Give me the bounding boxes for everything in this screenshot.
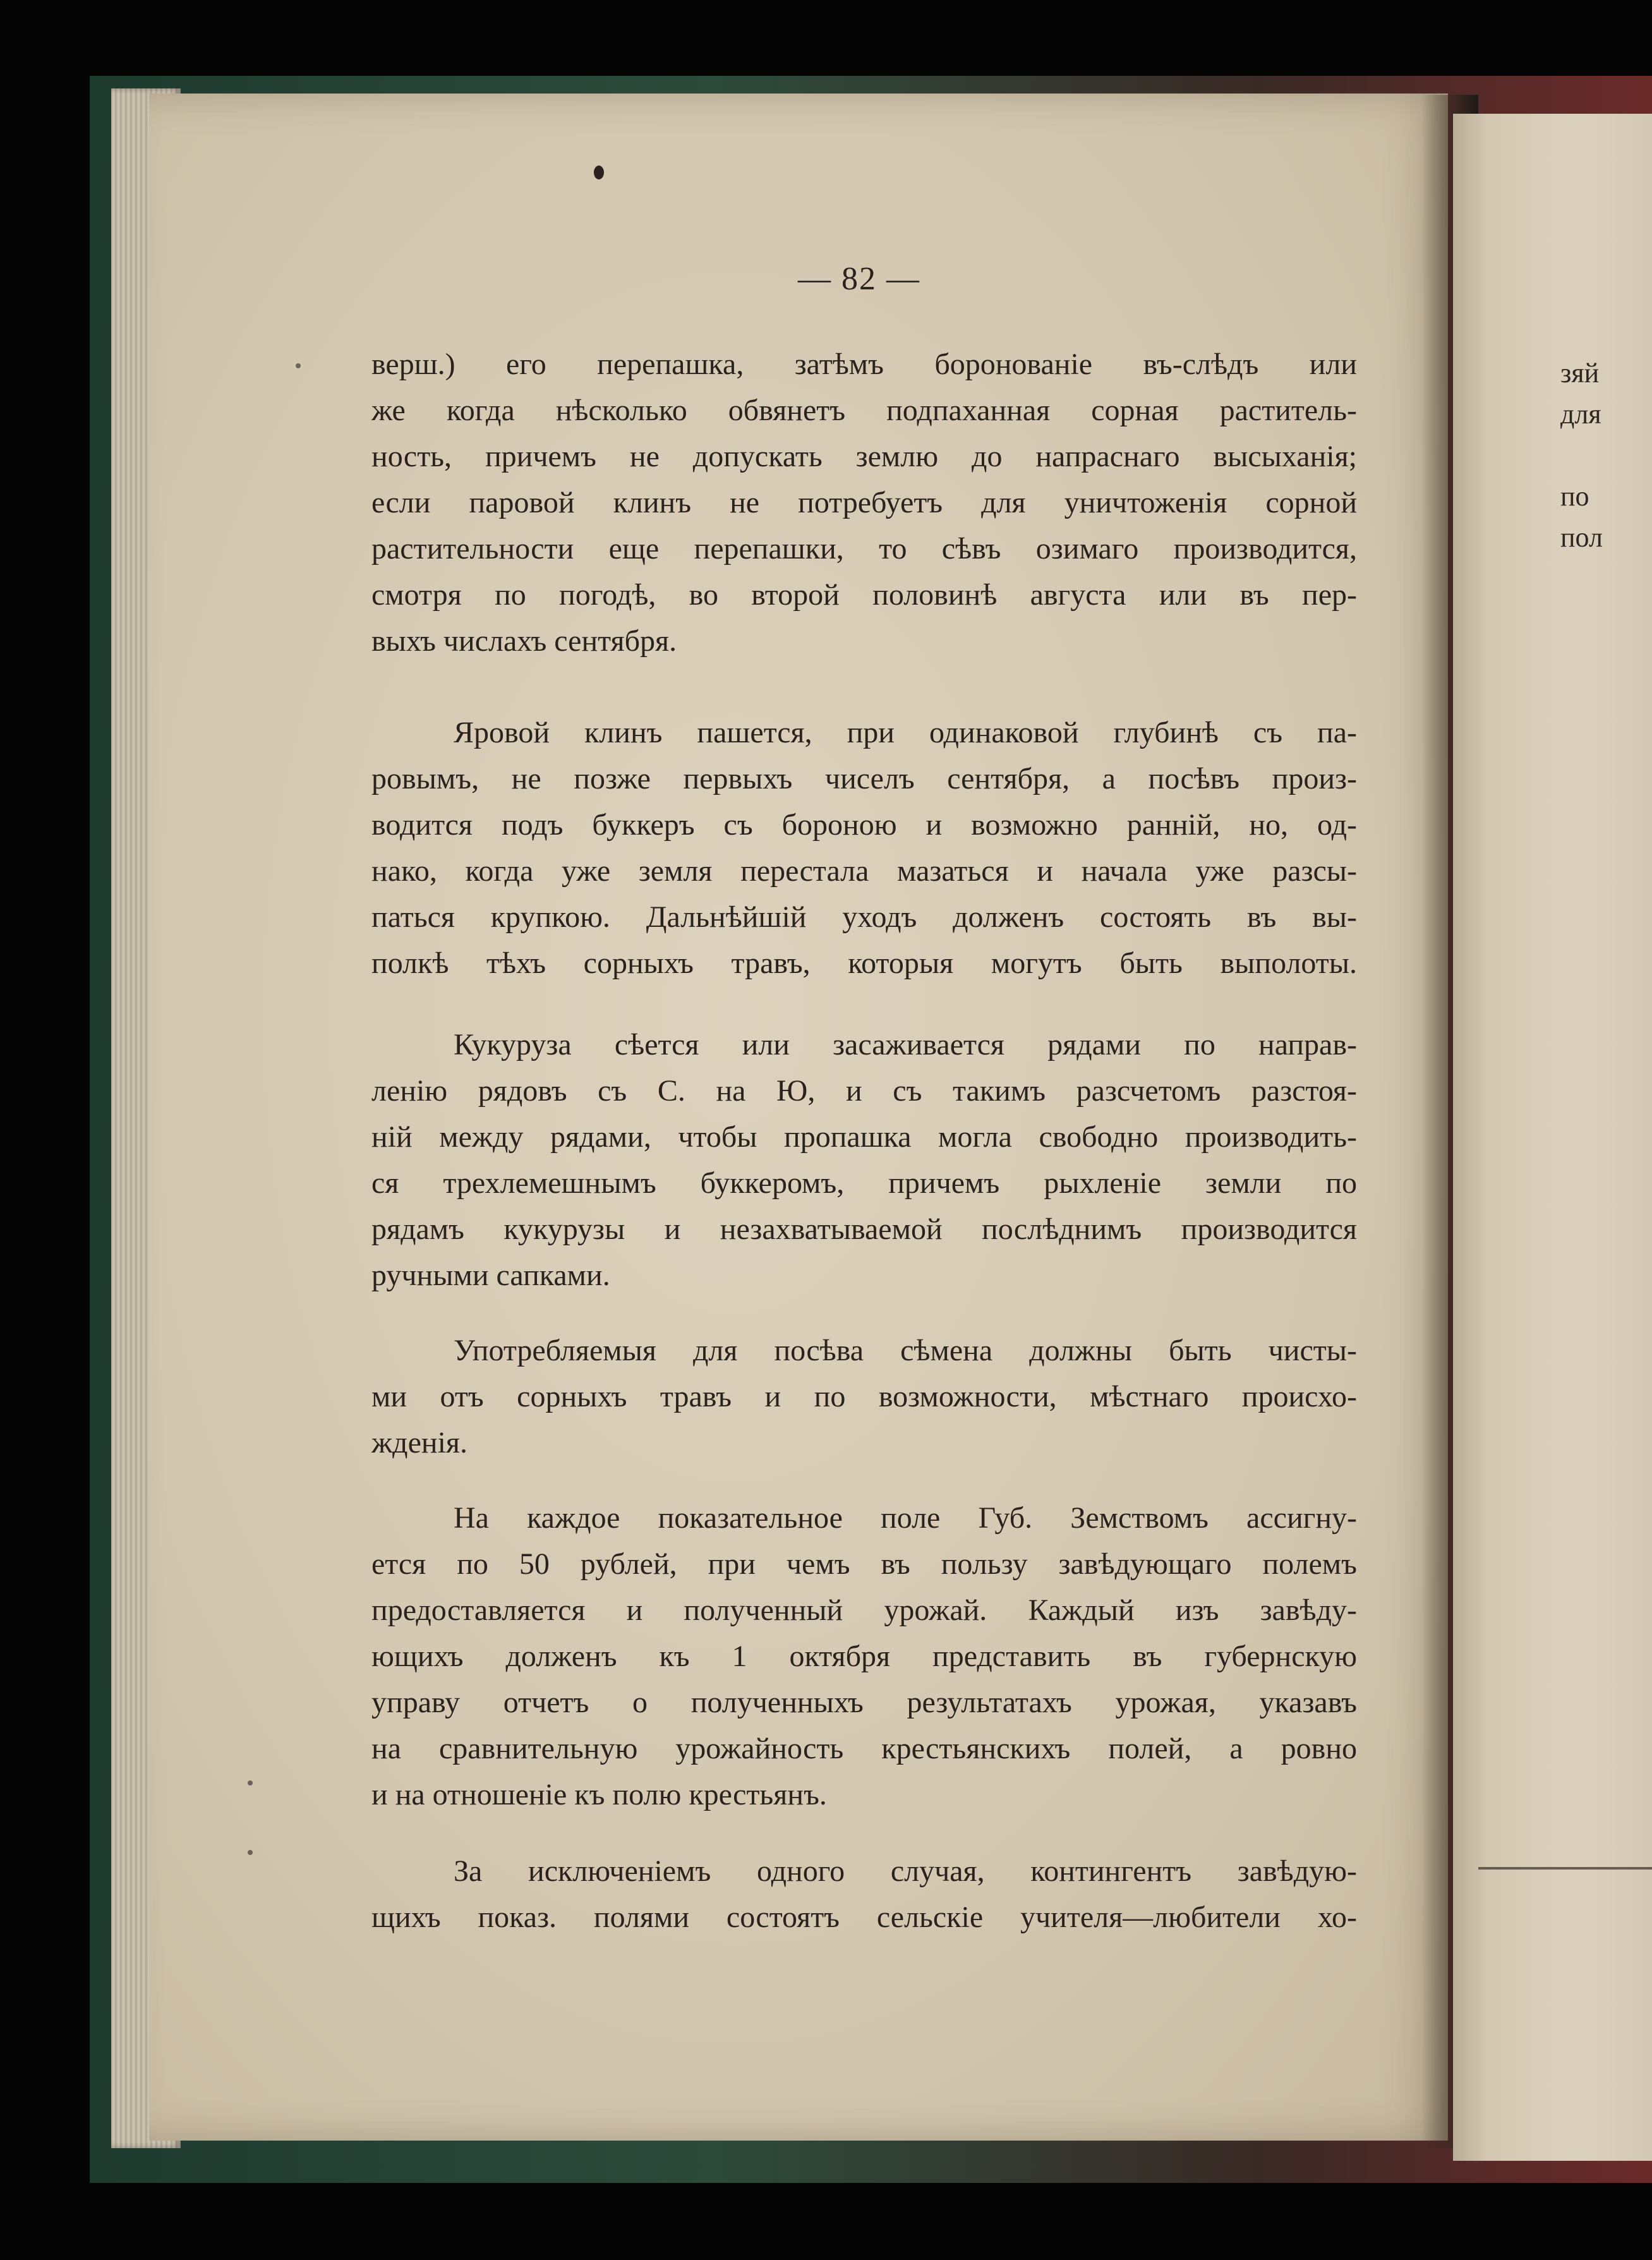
ink-speck [296,363,301,368]
text-line: Яровой клинъ пашется, при одинаковой глубинѣ съ па- [454,716,1357,749]
right-page-fragment: зяй [1560,358,1600,389]
text-line: верш.) его перепашка, затѣмъ боронованіе въ-слѣдъ или [371,347,1357,381]
text-line: Кукуруза сѣется или засаживается рядами по направ- [454,1028,1357,1061]
paragraph [371,1495,1357,1818]
text-line: жденія. [371,1426,467,1459]
text-line: если паровой клинъ не потребуетъ для уничтоженія сорной [371,486,1357,519]
text-line: предоставляется и полученный урожай. Каждый изъ завѣду- [371,1593,1357,1627]
right-page-rule [1478,1867,1652,1870]
text-line: Употребляемыя для посѣва сѣмена должны быть чисты- [454,1334,1357,1367]
text-line: ся трехлемешнымъ буккеромъ, причемъ рыхленіе земли по [371,1166,1357,1200]
text-line: За исключеніемъ одного случая, контингентъ завѣдую- [454,1854,1357,1888]
paragraph [371,1327,1357,1466]
right-page [1453,114,1652,2161]
text-line: ность, причемъ не допускать землю до напраснаго высыханія; [371,440,1357,473]
paragraph [371,1022,1357,1298]
page-number: — 82 — [798,261,920,297]
ink-speck [248,1850,253,1855]
text-line: рядамъ кукурузы и незахватываемой послѣднимъ производится [371,1212,1357,1246]
text-line: выхъ числахъ сентября. [371,624,677,658]
text-line: управу отчетъ о полученныхъ результатахъ урожая, указавъ [371,1686,1357,1719]
ink-speck [248,1780,253,1786]
text-line: ми отъ сорныхъ травъ и по возможности, мѣстнаго происхо- [371,1380,1357,1413]
text-line: ющихъ долженъ къ 1 октября представить въ губернскую [371,1640,1357,1673]
text-line: щихъ показ. полями состоятъ сельскіе учителя—любители хо- [371,1900,1357,1934]
text-line: ется по 50 рублей, при чемъ въ пользу завѣдующаго полемъ [371,1547,1357,1581]
text-line: ленію рядовъ съ С. на Ю, и съ такимъ разсчетомъ разстоя- [371,1074,1357,1108]
paragraph [371,710,1357,986]
text-line: же когда нѣсколько обвянетъ подпаханная сорная раститель- [371,394,1357,427]
text-line: на сравнительную урожайность крестьянскихъ полей, а ровно [371,1732,1357,1765]
text-line: ній между рядами, чтобы пропашка могла свободно производить- [371,1120,1357,1154]
text-line: водится подъ буккеръ съ бороною и возможно ранній, но, од- [371,808,1357,842]
text-line: паться крупкою. Дальнѣйшій уходъ долженъ состоять въ вы- [371,900,1357,934]
text-line: ручными сапками. [371,1259,610,1292]
text-line: и на отношеніе къ полю крестьянъ. [371,1778,827,1811]
paragraph [371,1848,1357,1940]
right-page-fragment: для [1560,399,1601,430]
text-line: растительности еще перепашки, то сѣвъ озимаго производится, [371,532,1357,565]
text-line: На каждое показательное поле Губ. Земствомъ ассигну- [454,1501,1357,1535]
text-line: полкѣ тѣхъ сорныхъ травъ, которыя могутъ быть выполоты. [371,946,1357,980]
page-text [371,341,1357,1940]
paragraph [371,341,1357,664]
right-page-fragment: пол [1560,522,1603,553]
text-line: нако, когда уже земля перестала мазаться и начала уже разсы- [371,854,1357,888]
text-line: смотря по погодѣ, во второй половинѣ августа или въ пер- [371,578,1357,612]
text-line: ровымъ, не позже первыхъ чиселъ сентября, а посѣвъ произ- [371,762,1357,795]
ink-speck [594,166,604,179]
right-page-fragment: по [1560,481,1589,512]
